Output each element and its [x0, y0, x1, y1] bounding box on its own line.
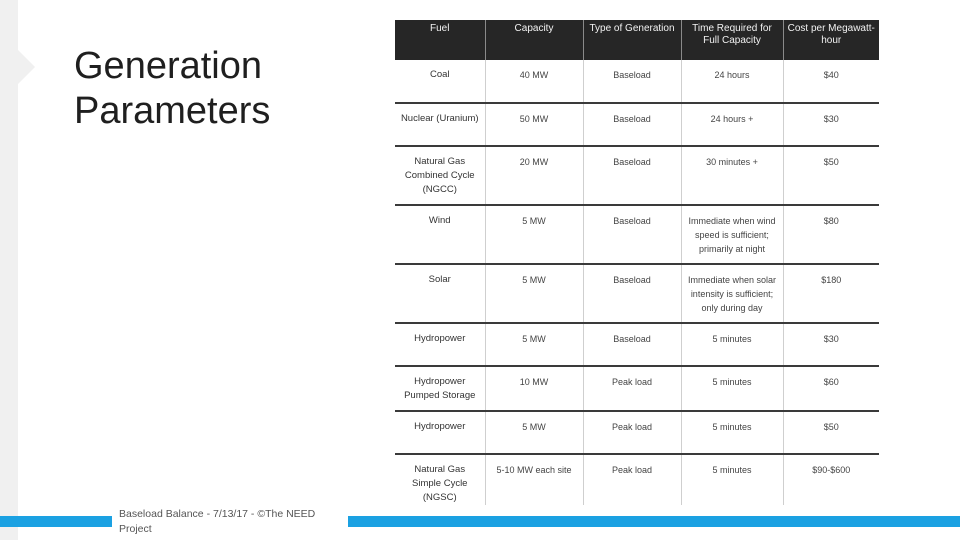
cell-fuel: Coal — [395, 60, 485, 103]
table-row — [395, 323, 879, 366]
cell-capacity: 5 MW — [485, 205, 583, 264]
cell-capacity: 20 MW — [485, 146, 583, 205]
cell-capacity: 50 MW — [485, 103, 583, 146]
cell-type: Baseload — [583, 205, 681, 264]
side-strip-notch — [18, 50, 35, 84]
header-capacity: Capacity — [485, 20, 583, 60]
cell-time: 5 minutes — [681, 366, 783, 411]
cell-time: Immediate when wind speed is sufficient; primarily at night — [681, 205, 783, 264]
side-strip — [0, 0, 18, 540]
slide-title — [74, 44, 334, 134]
footer-accent-bar-left — [0, 516, 112, 527]
cell-type: Baseload — [583, 146, 681, 205]
cell-time: 5 minutes — [681, 411, 783, 454]
cell-cost: $60 — [783, 366, 879, 411]
cell-time: 5 minutes — [681, 323, 783, 366]
cell-time: Immediate when solar intensity is sufficient; only during day — [681, 264, 783, 323]
footer-accent-bar-right — [348, 516, 960, 527]
cell-capacity: 5 MW — [485, 323, 583, 366]
cell-type: Peak load — [583, 411, 681, 454]
header-time-required: Time Required for Full Capacity — [681, 20, 783, 60]
cell-cost: $40 — [783, 60, 879, 103]
cell-capacity: 40 MW — [485, 60, 583, 103]
cell-capacity: 10 MW — [485, 366, 583, 411]
cell-cost: $90-$600 — [812, 465, 851, 475]
cell-fuel: Nuclear (Uranium) — [395, 103, 485, 146]
slide-title-line-1: Generation — [74, 45, 263, 87]
cell-cost: $30 — [783, 323, 879, 366]
cell-cost: $50 — [783, 411, 879, 454]
cell-capacity: 5-10 MW each site — [485, 454, 583, 505]
cell-capacity: 5 MW — [485, 264, 583, 323]
header-type-of-generation: Type of Generation — [583, 20, 681, 60]
header-fuel: Fuel — [395, 20, 485, 60]
table-header-row — [395, 20, 879, 60]
cell-capacity: 5 MW — [485, 411, 583, 454]
cell-type: Baseload — [583, 103, 681, 146]
cell-cost: $30 — [783, 103, 879, 146]
cell-fuel: Natural Gas Combined Cycle (NGCC) — [395, 146, 485, 205]
table-row — [395, 366, 879, 411]
table-row — [395, 454, 879, 505]
table-row — [395, 103, 879, 146]
cell-type: Baseload — [583, 60, 681, 103]
cell-type: Baseload — [583, 264, 681, 323]
cell-cost: $180 — [783, 264, 879, 323]
cell-type: Peak load — [583, 366, 681, 411]
cell-cost: $80 — [783, 205, 879, 264]
cell-fuel: Natural Gas Simple Cycle (NGSC) — [395, 454, 485, 505]
cell-time: 5 minutes — [681, 454, 783, 505]
table-row — [395, 60, 879, 103]
slide-footer: Baseload Balance - 7/13/17 - ©The NEED Project — [119, 508, 316, 535]
table-row — [395, 205, 879, 264]
slide-title-line-2: Parameters — [74, 90, 271, 132]
cell-fuel: Wind — [395, 205, 485, 264]
cell-time: 24 hours + — [681, 103, 783, 146]
cell-cost: $50 — [783, 146, 879, 205]
cell-fuel: Hydropower — [395, 323, 485, 366]
cell-fuel: Solar — [395, 264, 485, 323]
cell-type: Peak load — [583, 454, 681, 505]
header-cost-per-mwh: Cost per Megawatt-hour — [783, 20, 879, 60]
table-row — [395, 411, 879, 454]
cell-type: Baseload — [583, 323, 681, 366]
cell-time: 24 hours — [681, 60, 783, 103]
cell-fuel: Hydropower Pumped Storage — [395, 366, 485, 411]
generation-parameters-table-container — [395, 20, 879, 503]
table-row — [395, 146, 879, 205]
generation-parameters-table — [395, 20, 879, 505]
table-row — [395, 264, 879, 323]
cell-fuel: Hydropower — [395, 411, 485, 454]
cell-time: 30 minutes + — [681, 146, 783, 205]
